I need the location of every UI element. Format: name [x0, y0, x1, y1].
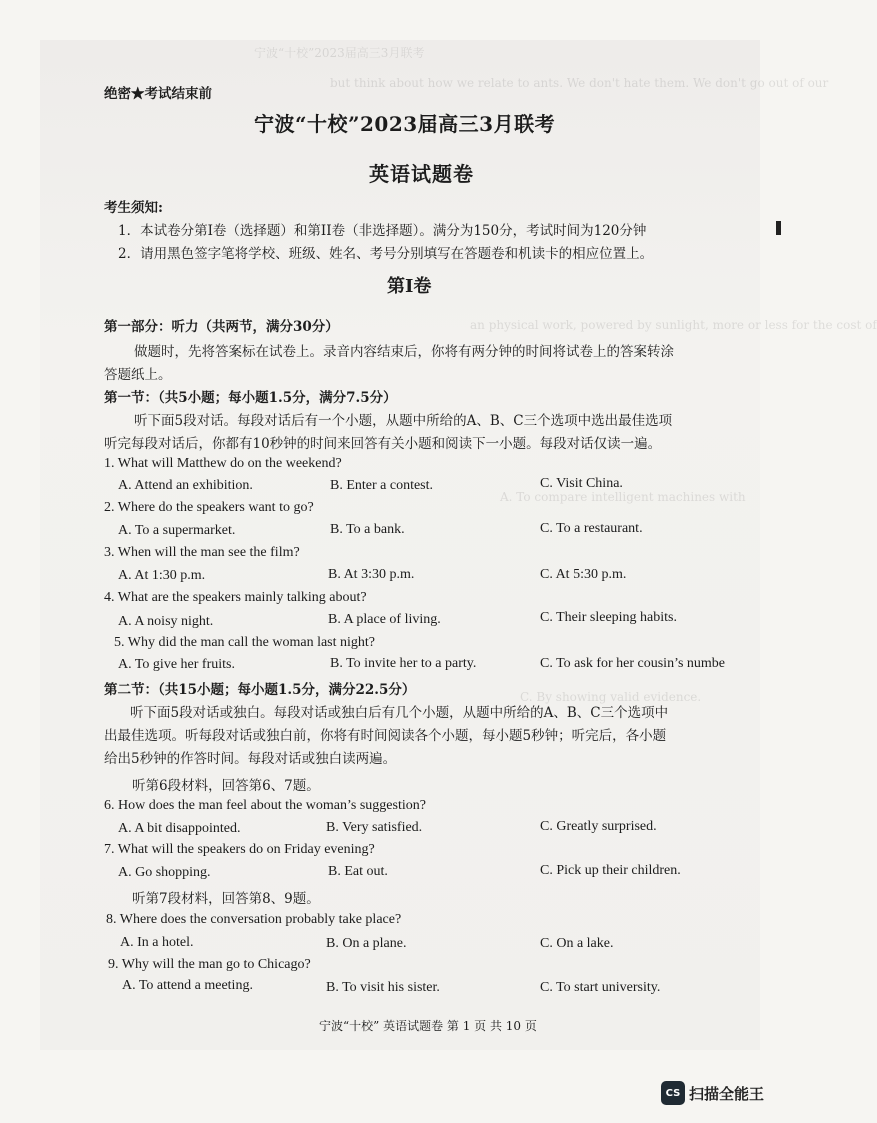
bleed-through: C. By showing valid evidence. [520, 690, 702, 704]
page-footer: 宁波“十校” 英语试题卷 第 1 页 共 10 页 [319, 1019, 537, 1033]
option-c: C. To ask for her cousin’s numbe [540, 656, 726, 671]
question-text: 1. What will Matthew do on the weekend? [104, 456, 342, 471]
exam-title: 宁波“十校”2023届高三3月联考 [254, 112, 556, 136]
option-a: A. To a supermarket. [118, 523, 236, 538]
notice-heading: 考生须知: [104, 200, 163, 216]
question-text: 2. Where do the speakers want to go? [104, 500, 314, 515]
option-a: A. A noisy night. [118, 614, 214, 629]
option-a: A. Attend an exhibition. [118, 478, 253, 493]
option-b: B. Eat out. [328, 864, 388, 879]
option-b: B. Enter a contest. [330, 478, 434, 493]
section-heading: 第一节：（共5小题；每小题1.5分，满分7.5分） [104, 390, 397, 406]
option-b: B. To visit his sister. [326, 980, 440, 995]
bleed-through: 宁波“十校”2023届高三3月联考 [254, 46, 425, 60]
material-instruction: 听第6段材料，回答第6、7题。 [132, 778, 320, 794]
option-c: C. Pick up their children. [540, 863, 681, 878]
notice-item: 2．请用黑色签字笔将学校、班级、姓名、考号分别填写在答题卷和机读卡的相应位置上。 [118, 246, 654, 262]
option-c: C. At 5:30 p.m. [540, 567, 627, 582]
option-b: B. A place of living. [328, 612, 441, 627]
question-text: 6. How does the man feel about the woman’s suggestion? [104, 798, 426, 813]
section-instructions: 给出5秒钟的作答时间。每段对话或独白读两遍。 [104, 751, 397, 767]
section-instructions: 出最佳选项。听每段对话或独白前，你将有时间阅读各个小题，每小题5秒钟；听完后，各小题 [104, 728, 667, 744]
option-c: C. To a restaurant. [540, 521, 643, 536]
option-b: B. To a bank. [330, 522, 405, 537]
option-a: A. To attend a meeting. [122, 978, 253, 993]
scanner-watermark: 扫描全能王 [689, 1085, 765, 1103]
part-heading: 第一部分：听力（共两节，满分30分） [104, 319, 339, 335]
bleed-through: but think about how we relate to ants. We don't hate them. We don't go out of our [330, 76, 829, 90]
material-instruction: 听第7段材料，回答第8、9题。 [132, 891, 320, 907]
option-c: C. Their sleeping habits. [540, 610, 677, 625]
question-text: 5. Why did the man call the woman last night? [114, 635, 376, 650]
option-c: C. On a lake. [540, 936, 614, 951]
option-b: B. To invite her to a party. [330, 656, 477, 671]
option-a: A. In a hotel. [120, 935, 194, 950]
option-a: A. To give her fruits. [118, 657, 235, 672]
option-a: A. At 1:30 p.m. [118, 568, 206, 583]
option-b: B. On a plane. [326, 936, 407, 951]
part-instructions: 答题纸上。 [104, 367, 172, 383]
option-b: B. Very satisfied. [326, 820, 423, 835]
option-b: B. At 3:30 p.m. [328, 567, 415, 582]
option-a: A. A bit disappointed. [118, 821, 241, 836]
option-a: A. Go shopping. [118, 865, 211, 880]
scan-edge-mark [776, 221, 781, 235]
question-text: 7. What will the speakers do on Friday evening? [104, 842, 375, 857]
section-instructions: 听完每段对话后，你都有10秒钟的时间来回答有关小题和阅读下一小题。每段对话仅读一遍。 [104, 436, 662, 452]
question-text: 4. What are the speakers mainly talking about? [104, 590, 367, 605]
bleed-through: A. To compare intelligent machines with [500, 490, 746, 504]
bleed-through: an physical work, powered by sunlight, more or less for the cost of [470, 318, 877, 332]
camscanner-logo-icon: CS [661, 1081, 685, 1105]
section-heading: 第二节：（共15小题；每小题1.5分，满分22.5分） [104, 682, 416, 698]
question-text: 9. Why will the man go to Chicago? [108, 957, 311, 972]
option-c: C. Visit China. [540, 476, 623, 491]
option-c: C. To start university. [540, 980, 661, 995]
confidential-mark: 绝密★考试结束前 [104, 86, 212, 102]
question-text: 8. Where does the conversation probably take place? [106, 912, 402, 927]
part-instructions: 做题时，先将答案标在试卷上。录音内容结束后，你将有两分钟的时间将试卷上的答案转涂 [134, 344, 674, 360]
option-c: C. Greatly surprised. [540, 819, 657, 834]
section-instructions: 听下面5段对话或独白。每段对话或独白后有几个小题，从题中所给的A、B、C三个选项中 [130, 705, 669, 721]
exam-subject: 英语试题卷 [369, 162, 474, 186]
section-instructions: 听下面5段对话。每段对话后有一个小题，从题中所给的A、B、C三个选项中选出最佳选项 [134, 413, 673, 429]
question-text: 3. When will the man see the film? [104, 545, 300, 560]
volume-heading: 第I卷 [387, 276, 432, 297]
notice-item: 1．本试卷分第I卷（选择题）和第II卷（非选择题）。满分为150分，考试时间为120分钟 [118, 223, 647, 239]
